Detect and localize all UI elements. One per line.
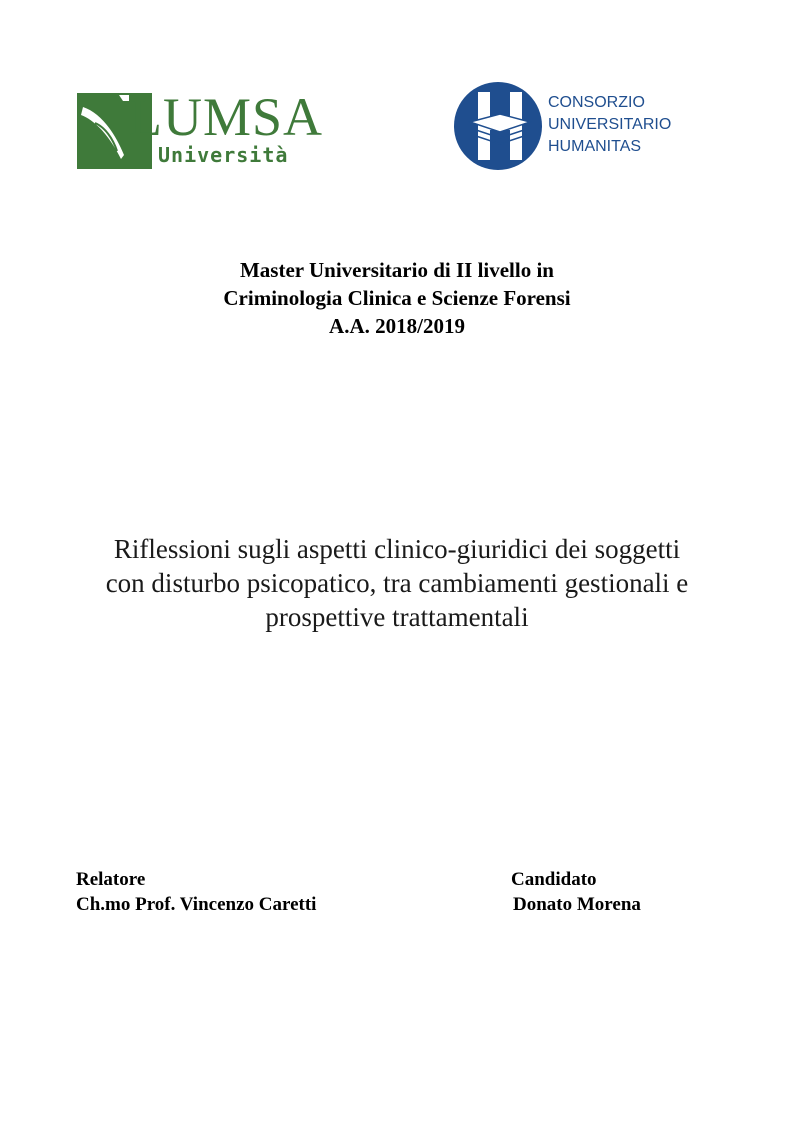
lumsa-subtitle: Università — [158, 143, 289, 167]
relatore-block — [76, 867, 316, 917]
lumsa-wordmark: LUMSA — [129, 87, 324, 147]
candidato-label: Candidato — [511, 869, 597, 890]
humanitas-line-1: CONSORZIO — [548, 94, 645, 111]
relatore-label: Relatore — [76, 869, 146, 890]
thesis-title — [60, 532, 734, 634]
humanitas-text — [548, 92, 671, 158]
humanitas-line-2: UNIVERSITARIO — [548, 116, 672, 133]
candidato-name: Donato Morena — [513, 894, 641, 915]
thesis-line-2: con disturbo psicopatico, tra cambiamenti gestionali e — [105, 568, 689, 598]
candidato-block — [511, 867, 641, 917]
master-line-2: Criminologia Clinica e Scienze Forensi — [223, 286, 571, 310]
master-line-3: A.A. 2018/2019 — [329, 314, 465, 338]
thesis-line-1: Riflessioni sugli aspetti clinico-giuridici dei soggetti — [113, 534, 681, 564]
humanitas-logo — [452, 80, 692, 174]
relatore-name: Ch.mo Prof. Vincenzo Caretti — [76, 894, 317, 915]
master-heading — [0, 256, 794, 340]
lumsa-logo — [77, 87, 324, 171]
humanitas-book-icon — [452, 80, 544, 172]
master-line-1: Master Universitario di II livello in — [239, 258, 554, 282]
thesis-line-3: prospettive trattamentali — [265, 602, 529, 632]
humanitas-line-3: HUMANITAS — [548, 138, 642, 155]
